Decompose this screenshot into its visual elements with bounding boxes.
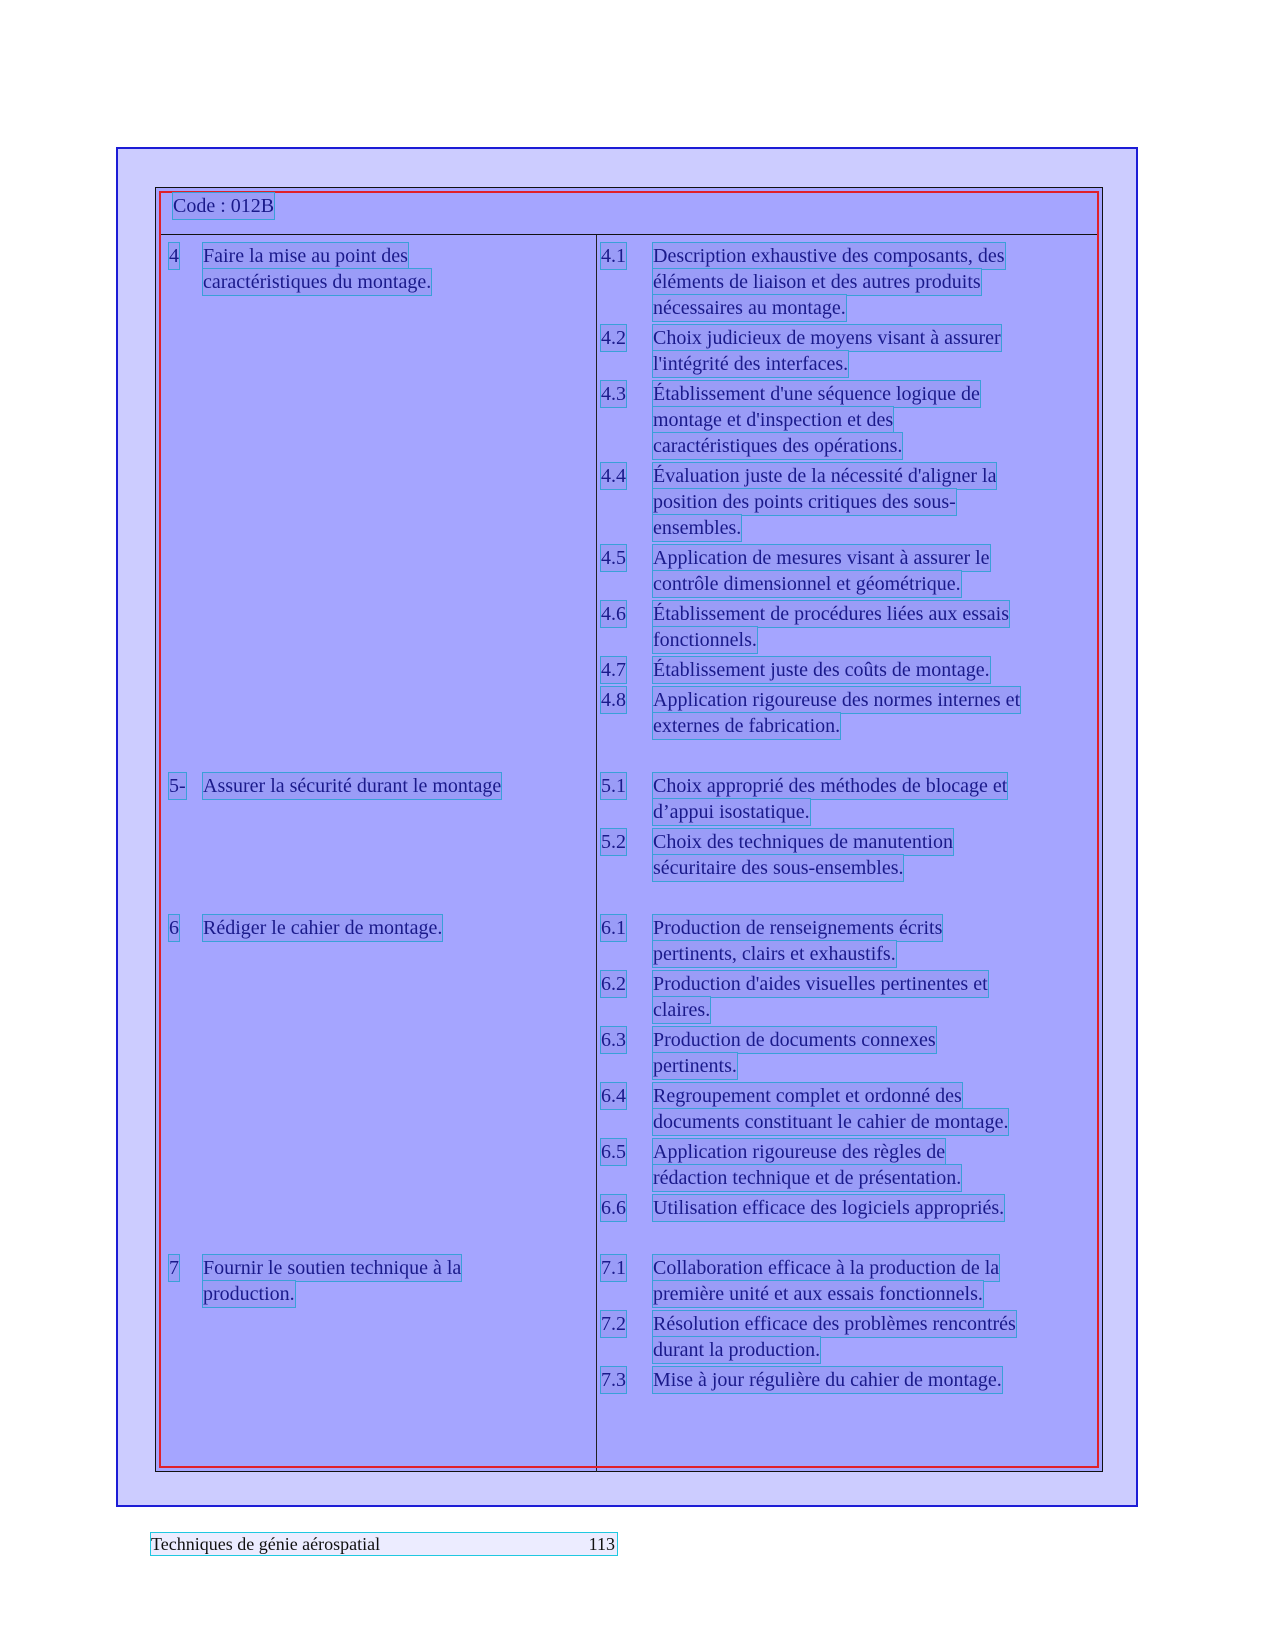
criterion-number: 4.8: [601, 689, 626, 711]
table-header-row: [159, 191, 1099, 235]
criterion-text-line: Description exhaustive des composants, des: [653, 245, 1005, 267]
criterion-text-line: éléments de liaison et des autres produits: [653, 271, 981, 293]
section-title-line: Rédiger le cahier de montage.: [203, 917, 443, 939]
criterion-number: 5.2: [601, 831, 626, 853]
criterion-text-line: l'intégrité des interfaces.: [653, 353, 849, 375]
section-number: 4: [169, 245, 179, 267]
criterion-number: 7.1: [601, 1257, 626, 1279]
page-footer: [151, 1533, 617, 1555]
criterion-text-line: nécessaires au montage.: [653, 297, 846, 319]
criterion-number: 6.1: [601, 917, 626, 939]
section-title-line: caractéristiques du montage.: [203, 271, 432, 293]
criterion-text-line: caractéristiques des opérations.: [653, 435, 903, 457]
footer-title: Techniques de génie aérospatial: [151, 1534, 381, 1554]
criterion-text-line: documents constituant le cahier de montage.: [653, 1111, 1009, 1133]
section-title-line: production.: [203, 1283, 295, 1305]
criterion-text-line: Choix approprié des méthodes de blocage et: [653, 775, 1008, 797]
criterion-text-line: Mise à jour régulière du cahier de montage.: [653, 1369, 1002, 1391]
criterion-text-line: fonctionnels.: [653, 629, 757, 651]
criterion-text-line: première unité et aux essais fonctionnels.: [653, 1283, 983, 1305]
criterion-text-line: Résolution efficace des problèmes rencontrés: [653, 1313, 1016, 1335]
criterion-text-line: d’appui isostatique.: [653, 801, 810, 823]
criterion-number: 6.3: [601, 1029, 626, 1051]
criterion-number: 4.5: [601, 547, 626, 569]
column-divider: [596, 235, 597, 1472]
criterion-text-line: Application rigoureuse des règles de: [653, 1141, 946, 1163]
criterion-text-line: Évaluation juste de la nécessité d'aligner la: [653, 465, 997, 487]
criterion-number: 4.1: [601, 245, 626, 267]
criterion-text-line: position des points critiques des sous-: [653, 491, 956, 513]
criterion-number: 4.3: [601, 383, 626, 405]
section-number: 7: [169, 1257, 179, 1279]
criterion-number: 6.2: [601, 973, 626, 995]
criterion-text-line: Application rigoureuse des normes internes et: [653, 689, 1021, 711]
criterion-text-line: pertinents.: [653, 1055, 737, 1077]
criterion-text-line: Collaboration efficace à la production de la: [653, 1257, 1000, 1279]
criterion-text-line: claires.: [653, 999, 711, 1021]
criterion-number: 4.6: [601, 603, 626, 625]
criterion-number: 4.2: [601, 327, 626, 349]
page-number: 113: [588, 1534, 615, 1554]
criterion-text-line: durant la production.: [653, 1339, 821, 1361]
criterion-number: 6.5: [601, 1141, 626, 1163]
section-number: 6: [169, 917, 179, 939]
criterion-number: 6.6: [601, 1197, 626, 1219]
criterion-text-line: Établissement juste des coûts de montage.: [653, 659, 990, 681]
criterion-text-line: contrôle dimensionnel et géométrique.: [653, 573, 961, 595]
criterion-number: 7.2: [601, 1313, 626, 1335]
criterion-text-line: pertinents, clairs et exhaustifs.: [653, 943, 896, 965]
criterion-text-line: rédaction technique et de présentation.: [653, 1167, 962, 1189]
criterion-number: 6.4: [601, 1085, 626, 1107]
section-number: 5-: [169, 775, 186, 797]
criterion-text-line: ensembles.: [653, 517, 742, 539]
criterion-text-line: Choix des techniques de manutention: [653, 831, 953, 853]
criterion-text-line: Production de renseignements écrits: [653, 917, 943, 939]
criterion-text-line: Production d'aides visuelles pertinentes et: [653, 973, 988, 995]
criterion-text-line: Choix judicieux de moyens visant à assurer: [653, 327, 1001, 349]
section-title-line: Faire la mise au point des: [203, 245, 408, 267]
criterion-text-line: Regroupement complet et ordonné des: [653, 1085, 962, 1107]
criterion-text-line: Production de documents connexes: [653, 1029, 936, 1051]
criterion-number: 7.3: [601, 1369, 626, 1391]
criterion-number: 4.4: [601, 465, 626, 487]
criterion-text-line: externes de fabrication.: [653, 715, 841, 737]
criterion-text-line: Utilisation efficace des logiciels appropriés.: [653, 1197, 1005, 1219]
criterion-text-line: Établissement de procédures liées aux essais: [653, 603, 1009, 625]
criterion-text-line: Application de mesures visant à assurer le: [653, 547, 990, 569]
criterion-number: 4.7: [601, 659, 626, 681]
section-title-line: Fournir le soutien technique à la: [203, 1257, 462, 1279]
criterion-text-line: sécuritaire des sous-ensembles.: [653, 857, 904, 879]
criterion-number: 5.1: [601, 775, 626, 797]
section-title-line: Assurer la sécurité durant le montage: [203, 775, 502, 797]
criterion-text-line: montage et d'inspection et des: [653, 409, 894, 431]
criterion-text-line: Établissement d'une séquence logique de: [653, 383, 980, 405]
code-label: Code : 012B: [173, 195, 275, 217]
